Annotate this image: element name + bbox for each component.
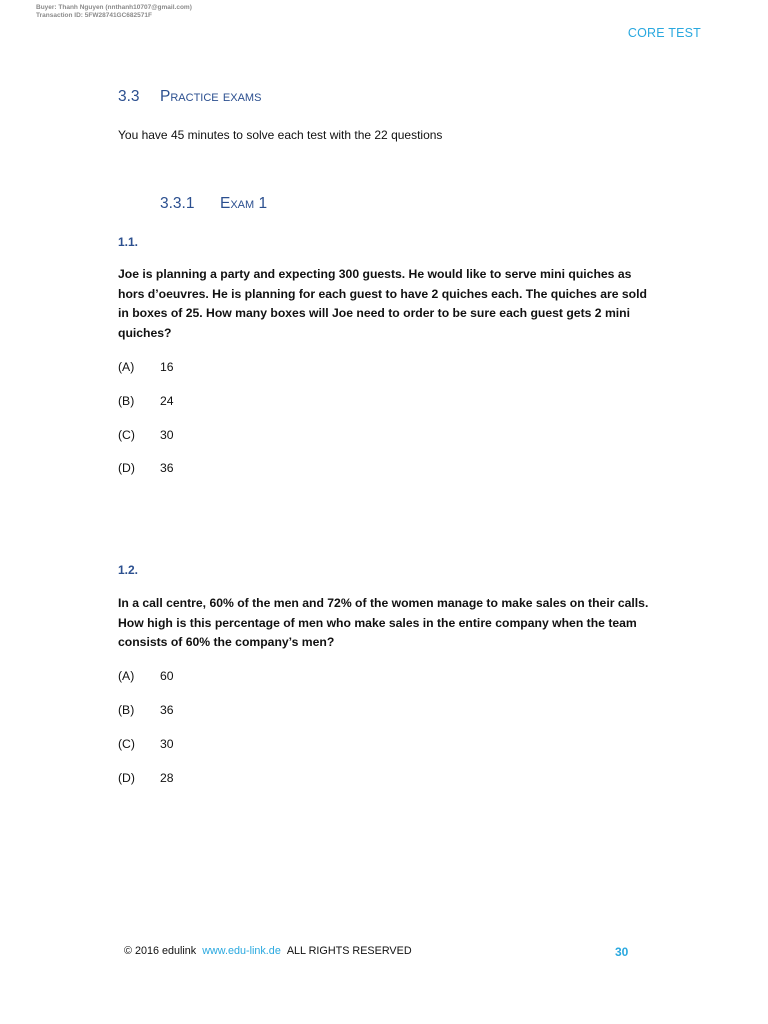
answer-option — [118, 737, 174, 751]
section-title: Practice exams — [160, 88, 262, 105]
option-letter: (C) — [118, 737, 135, 751]
footer-rights: ALL RIGHTS RESERVED — [286, 945, 412, 957]
option-letter: (C) — [118, 428, 135, 442]
option-value: 60 — [160, 669, 174, 683]
option-letter: (D) — [118, 461, 135, 475]
footer-copyright: © 2016 edulink — [124, 945, 197, 957]
option-letter: (B) — [118, 703, 135, 717]
header-label: CORE TEST — [627, 26, 701, 40]
question-number: 1.1. — [118, 235, 139, 249]
answer-option — [118, 428, 174, 442]
option-letter: (B) — [118, 394, 135, 408]
intro-text: You have 45 minutes to solve each test with the 22 questions — [118, 128, 443, 142]
footer-website-link[interactable]: www.edu-link.de — [202, 945, 281, 957]
option-value: 28 — [160, 771, 174, 785]
answer-option — [118, 771, 174, 785]
option-value: 36 — [160, 461, 174, 475]
answer-option — [118, 394, 174, 408]
option-value: 36 — [160, 703, 174, 717]
answer-option — [118, 669, 174, 683]
answer-option — [118, 461, 174, 475]
option-value: 30 — [160, 428, 174, 442]
question-number: 1.2. — [118, 563, 139, 577]
answer-option — [118, 360, 174, 374]
question-text: In a call centre, 60% of the men and 72% of the women manage to make sales on their calls. How high is this percentage of men who make sales in the entire company when the team consists of 60% the company’s men? — [118, 596, 649, 649]
question-text: Joe is planning a party and expecting 300 guests. He would like to serve mini quiches as hors d’oeuvres. He is planning for each guest to have 2 quiches each. The quiches are sold in boxes of 25. How many boxes will Joe need to order to be sure each guest gets 2 mini quiches? — [118, 267, 647, 340]
watermark-transaction-line: Transaction ID: 5FW28741GC682571F — [36, 11, 152, 19]
answer-option — [118, 703, 174, 717]
option-letter: (D) — [118, 771, 135, 785]
watermark-buyer-line: Buyer: Thanh Nguyen (nnthanh10707@gmail.com) — [36, 4, 192, 11]
section-number: 3.3 — [118, 88, 140, 105]
option-letter: (A) — [118, 669, 135, 683]
option-value: 16 — [160, 360, 174, 374]
buyer-watermark — [36, 4, 192, 19]
option-letter: (A) — [118, 360, 135, 374]
option-value: 30 — [160, 737, 174, 751]
subsection-title: Exam 1 — [220, 195, 268, 212]
subsection-heading — [160, 195, 267, 213]
footer — [124, 945, 412, 957]
subsection-number: 3.3.1 — [160, 195, 195, 212]
page-number: 30 — [615, 945, 629, 959]
option-value: 24 — [160, 394, 174, 408]
section-heading — [118, 88, 261, 106]
